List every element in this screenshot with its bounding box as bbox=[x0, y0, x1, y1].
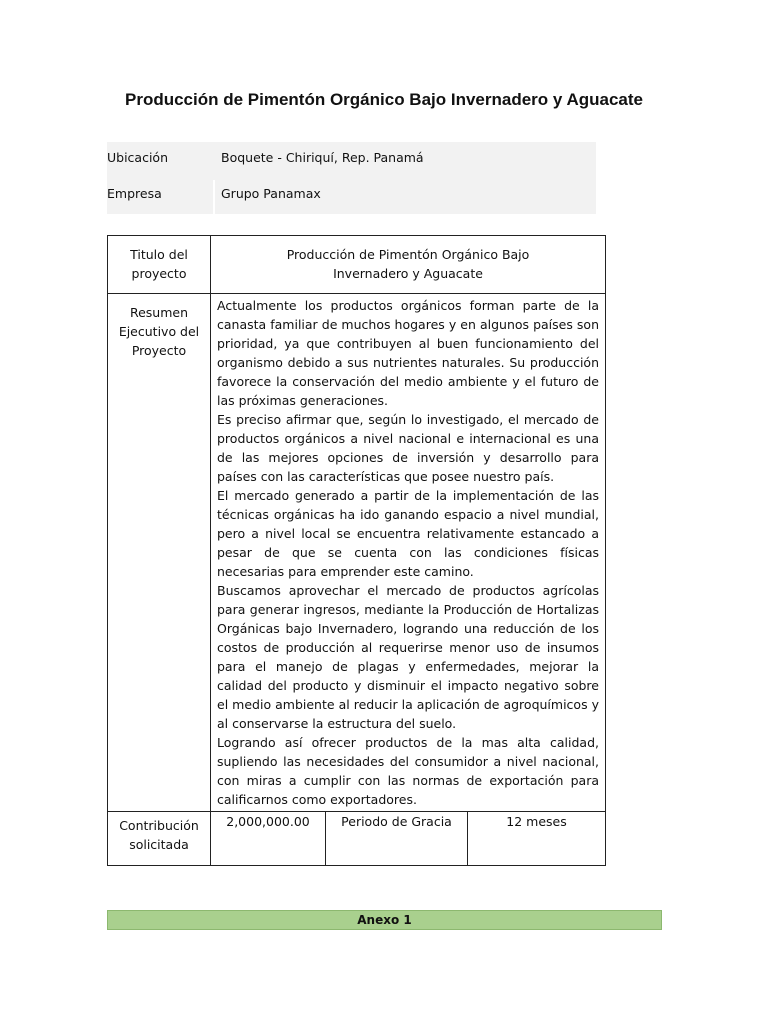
company-row bbox=[107, 178, 596, 214]
summary-paragraph: El mercado generado a partir de la implementación de las técnicas orgánicas ha ido ganando espacio a nivel mundial, pero a nivel local se encuentra relativamente estancado a pesar de que se cuenta con las condiciones físicas necesarias para emprender este camino. bbox=[217, 488, 599, 579]
project-title-label: Titulo del proyecto bbox=[108, 236, 211, 294]
company-value: Grupo Panamax bbox=[221, 186, 321, 201]
location-row bbox=[107, 142, 596, 178]
summary-paragraph: Actualmente los productos orgánicos forman parte de la canasta familiar de muchos hogares y en algunos países son prioridad, ya que contribuyen al buen funcionamiento del organismo debido a sus nutrientes naturales. Su producción favorece la conservación del medio ambiente y el futuro de las próximas generaciones. bbox=[217, 298, 599, 408]
project-title-row bbox=[108, 236, 606, 294]
info-divider bbox=[213, 180, 215, 214]
annex-bar: Anexo 1 bbox=[107, 910, 662, 930]
project-title-value bbox=[211, 236, 606, 294]
summary-row bbox=[108, 294, 606, 812]
summary-text bbox=[211, 294, 606, 812]
contribution-row bbox=[108, 812, 606, 866]
project-table bbox=[107, 235, 606, 866]
summary-label: Resumen Ejecutivo del Proyecto bbox=[108, 294, 211, 812]
document-title: Producción de Pimentón Orgánico Bajo Invernadero y Aguacate bbox=[125, 90, 643, 109]
location-value: Boquete - Chiriquí, Rep. Panamá bbox=[221, 150, 424, 165]
project-title-line-1: Producción de Pimentón Orgánico Bajo bbox=[286, 247, 530, 262]
contribution-value: 2,000,000.00 bbox=[211, 812, 326, 866]
project-title-line-2: Invernadero y Aguacate bbox=[333, 266, 483, 281]
company-label: Empresa bbox=[107, 186, 162, 201]
location-label: Ubicación bbox=[107, 150, 169, 165]
grace-value: 12 meses bbox=[468, 812, 606, 866]
grace-label: Periodo de Gracia bbox=[326, 812, 468, 866]
summary-paragraph: Logrando así ofrecer productos de la mas alta calidad, supliendo las necesidades del consumidor a nivel nacional, con miras a cumplir con las normas de exportación para calificarnos como exportadores. bbox=[217, 735, 599, 807]
contribution-label: Contribución solicitada bbox=[108, 812, 211, 866]
summary-paragraph: Buscamos aprovechar el mercado de productos agrícolas para generar ingresos, mediante la Producción de Hortalizas Orgánicas bajo Invernadero, logrando una reducción de los costos de producción al requerirse menor uso de insumos para el manejo de plagas y enfermedades, mejorar la calidad del producto y disminuir el impacto negativo sobre el medio ambiente al reducir la aplicación de agroquímicos y al conservarse la estructura del suelo. bbox=[217, 583, 599, 731]
info-block bbox=[107, 142, 596, 214]
summary-paragraph: Es preciso afirmar que, según lo investigado, el mercado de productos orgánicos a nivel nacional e internacional es una de las mejores opciones de inversión y desarrollo para países con las características que posee nuestro país. bbox=[217, 412, 599, 484]
